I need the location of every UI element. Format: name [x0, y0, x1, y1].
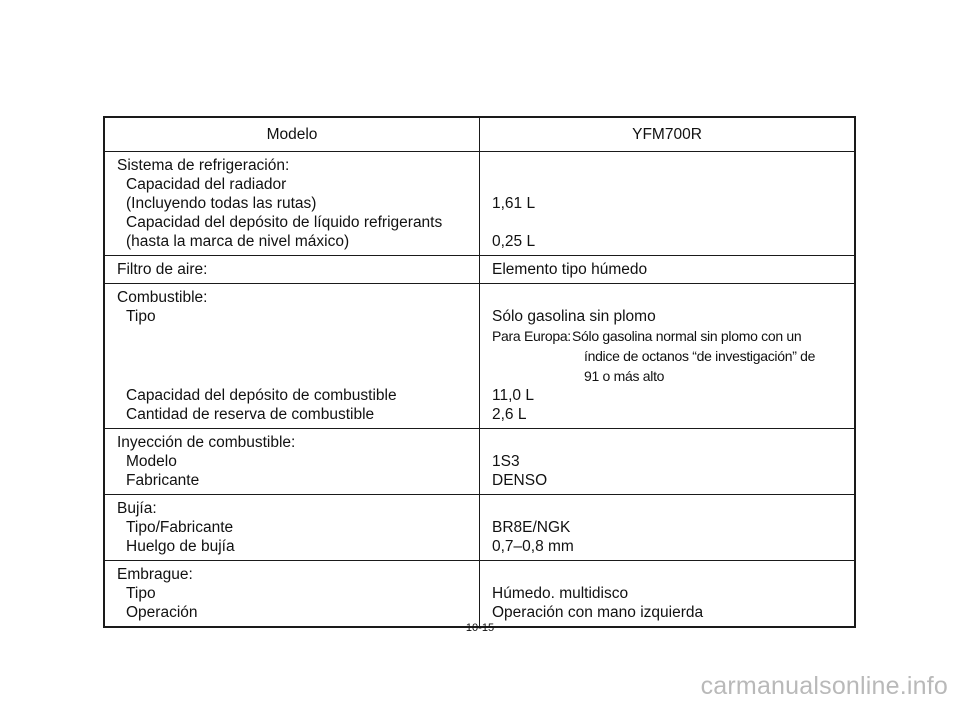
table-row-clutch [105, 560, 854, 626]
row-value [492, 175, 854, 194]
row-sub-label: Tipo [126, 308, 156, 325]
table-header-row [105, 118, 854, 151]
row-label-cell [105, 152, 480, 255]
spec-table [103, 116, 856, 628]
row-value: 2,6 L [492, 406, 527, 423]
row-value: 11,0 L [492, 387, 534, 404]
row-value: Operación con mano izquierda [492, 604, 704, 621]
row-sub-label: Tipo [126, 585, 156, 602]
row-value: DENSO [492, 472, 548, 489]
row-value [492, 433, 854, 452]
row-title: Combustible: [117, 289, 208, 306]
row-title: Filtro de aire: [117, 261, 208, 278]
row-sub-label: Capacidad del depósito de combustible [126, 387, 397, 404]
row-value-cell [480, 152, 854, 255]
row-label-cell [105, 495, 480, 560]
row-value-cell [480, 256, 854, 283]
row-sub-label: Capacidad del radiador [126, 176, 287, 193]
row-sub-label: Cantidad de reserva de combustible [126, 406, 375, 423]
row-label-cell [105, 561, 480, 626]
table-row-spark-plug [105, 494, 854, 560]
row-value [492, 499, 854, 518]
europe-fuel-note [492, 326, 854, 386]
row-value: Húmedo. multidisco [492, 585, 629, 602]
row-value: 0,7–0,8 mm [492, 538, 574, 555]
watermark: carmanualsonline.info [700, 672, 948, 700]
row-value: 0,25 L [492, 233, 536, 250]
row-value: 1,61 L [492, 195, 536, 212]
table-row-air-filter [105, 255, 854, 283]
table-row-fuel-injection [105, 428, 854, 494]
header-model-label: Modelo [105, 118, 480, 151]
note-text: Sólo gasolina normal sin plomo con un [572, 328, 802, 344]
header-model-value: YFM700R [632, 126, 702, 143]
row-title: Sistema de refrigeración: [117, 157, 290, 174]
row-title: Inyección de combustible: [117, 434, 296, 451]
row-sub-label: Operación [126, 604, 198, 621]
row-value-cell [480, 284, 854, 428]
note-label: Para Europa: [492, 328, 571, 344]
row-sub-label: Huelgo de bujía [126, 538, 235, 555]
spacer [117, 326, 479, 386]
row-value: Sólo gasolina sin plomo [492, 308, 656, 325]
row-sub-label: Tipo/Fabricante [126, 519, 234, 536]
row-value-cell [480, 429, 854, 494]
row-value-cell [480, 561, 854, 626]
spacer-line [492, 288, 854, 307]
row-value: Elemento tipo húmedo [492, 261, 648, 278]
row-sub-label: (hasta la marca de nivel máxico) [126, 233, 350, 250]
page-number: 10-15 [465, 622, 495, 634]
row-sub-label: Modelo [126, 453, 177, 470]
row-title: Embrague: [117, 566, 193, 583]
row-value [492, 156, 854, 175]
row-label-cell [105, 256, 480, 283]
row-value-cell [480, 495, 854, 560]
row-sub-label: (Incluyendo todas las rutas) [126, 195, 317, 212]
table-row-cooling [105, 151, 854, 255]
row-value [492, 213, 854, 232]
row-value [492, 565, 854, 584]
row-value: 1S3 [492, 453, 520, 470]
row-value: BR8E/NGK [492, 519, 571, 536]
note-text: índice de octanos “de investigación” de [584, 348, 816, 364]
row-sub-label: Fabricante [126, 472, 200, 489]
row-sub-label: Capacidad del depósito de líquido refrigerants [126, 214, 443, 231]
row-title: Bujía: [117, 500, 157, 517]
table-row-fuel [105, 283, 854, 428]
row-label-cell [105, 429, 480, 494]
row-label-cell [105, 284, 480, 428]
note-text: 91 o más alto [584, 368, 665, 384]
